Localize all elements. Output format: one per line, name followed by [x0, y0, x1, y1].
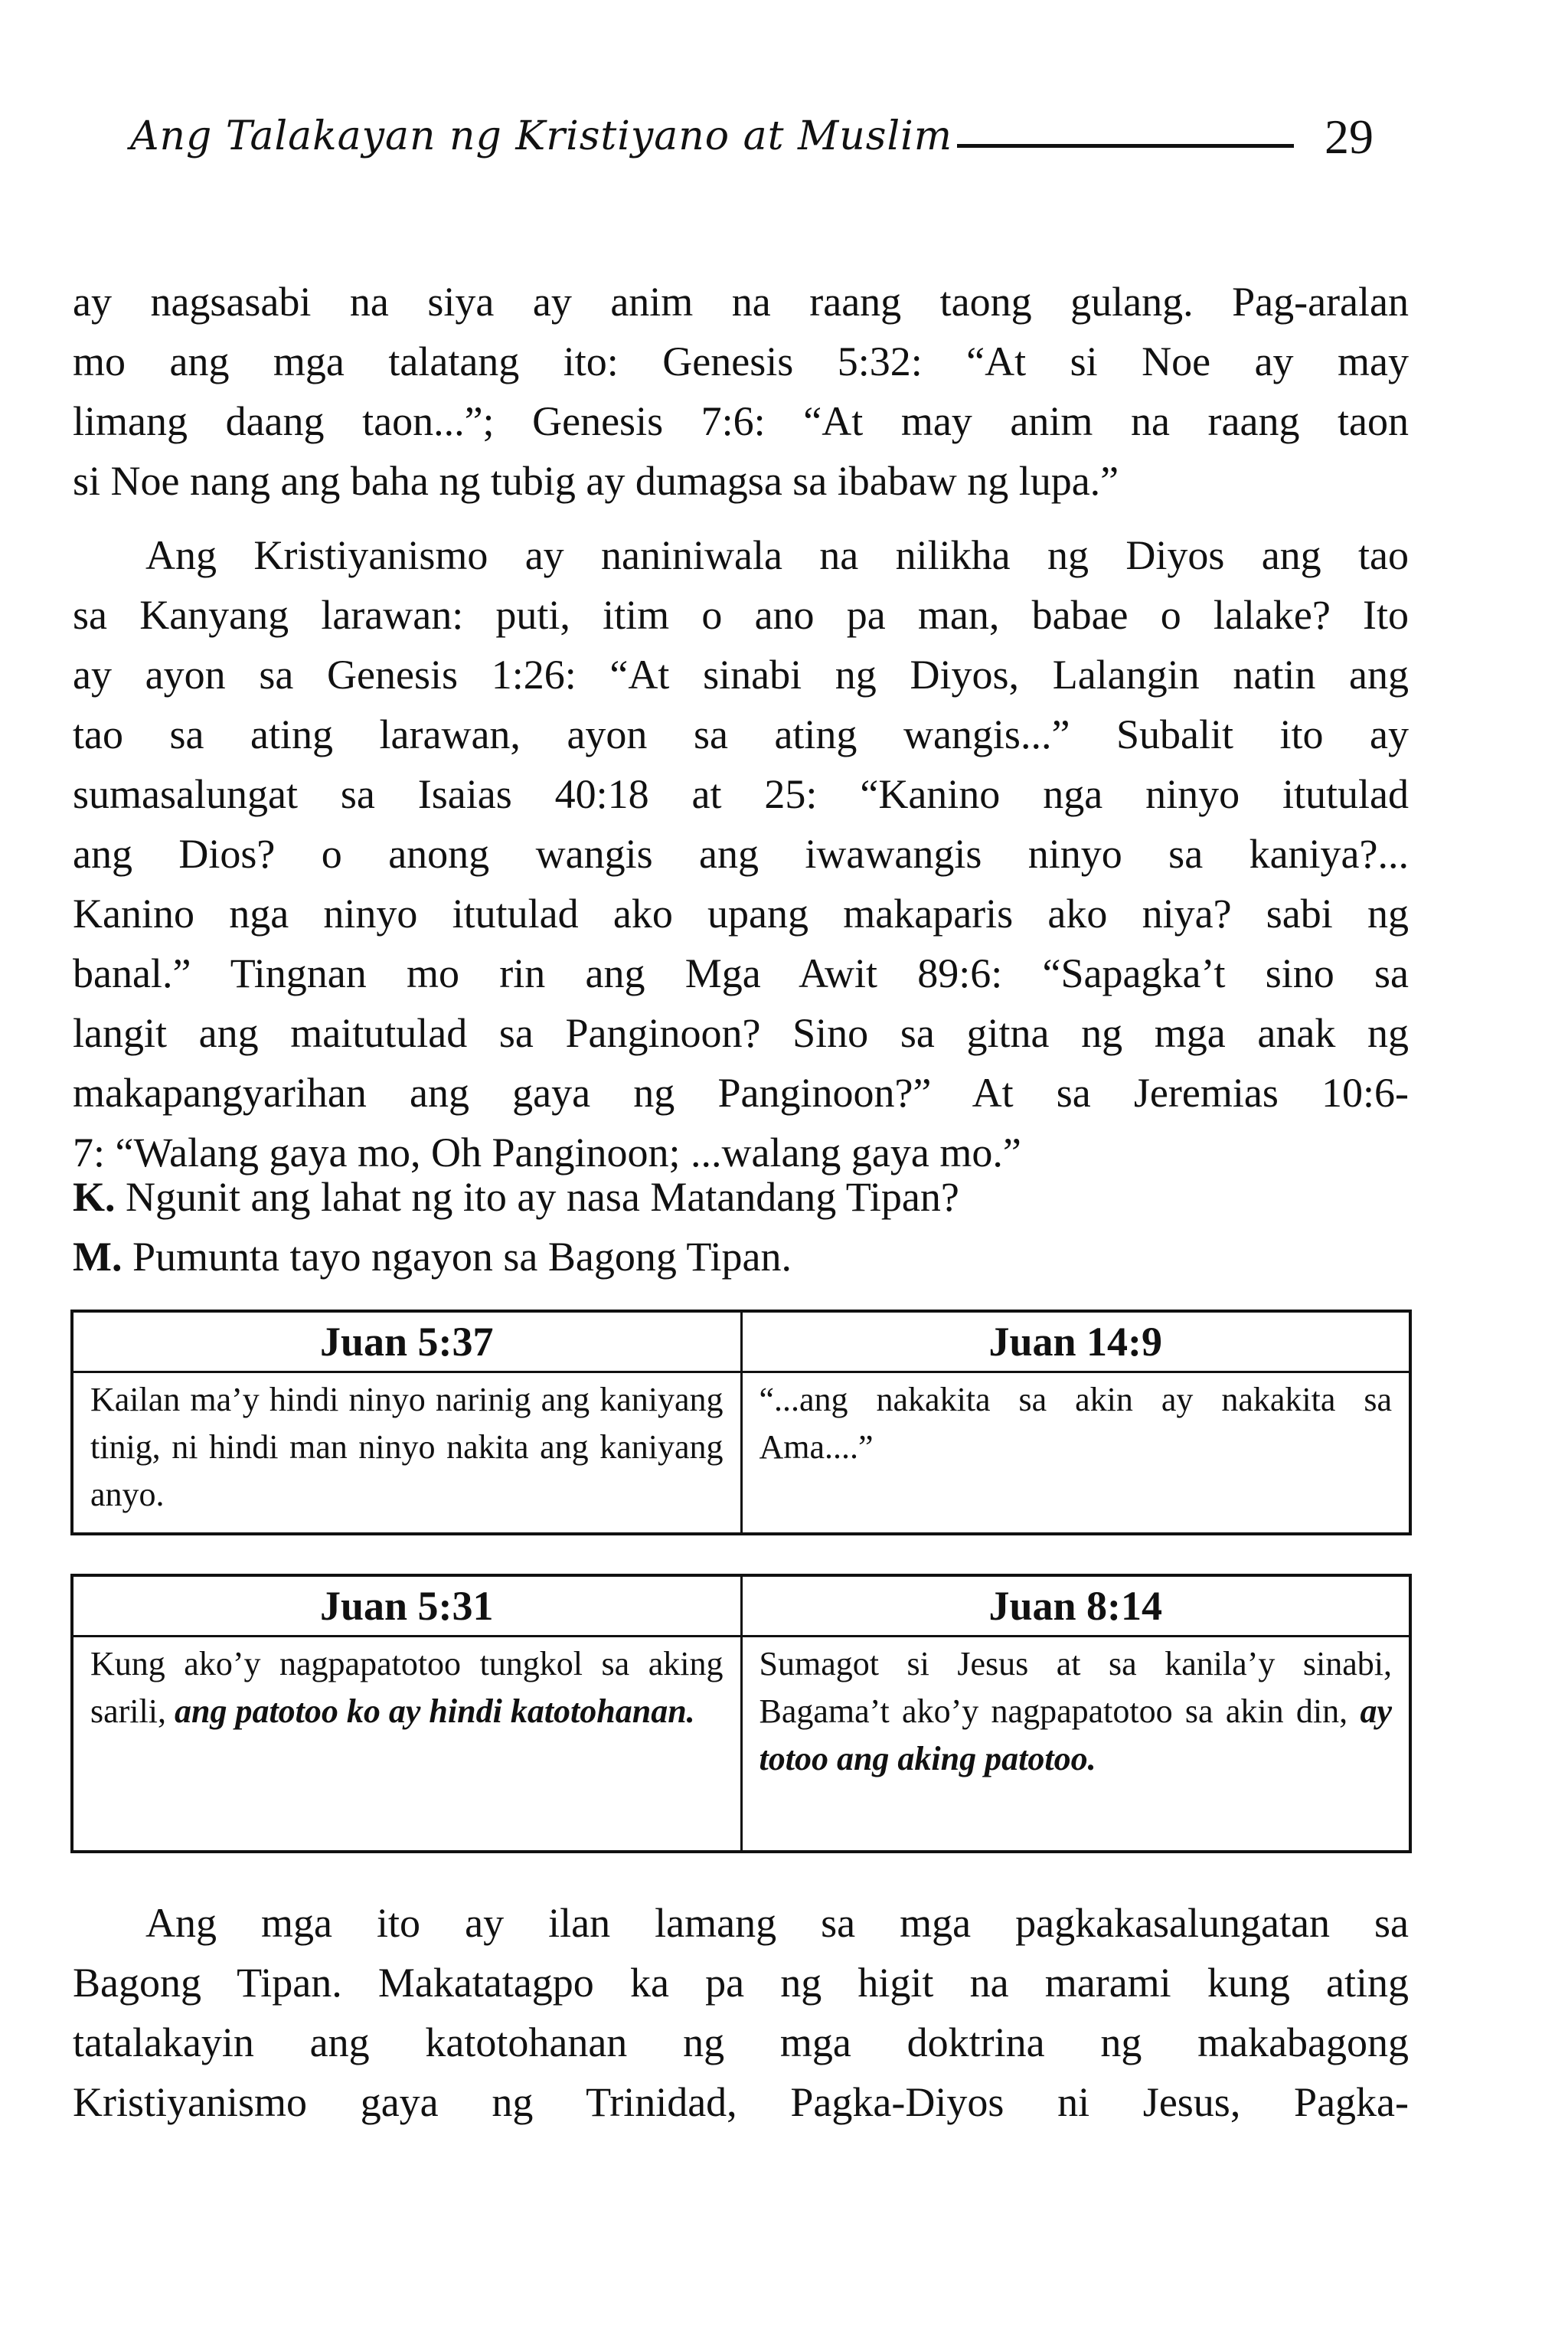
text-line: Ang mga ito ay ilan lamang sa mga pagkakasalungatan sa [145, 1900, 1409, 1946]
speaker-label: M. [73, 1234, 122, 1280]
verse-text [741, 1637, 1410, 1852]
text-line: Ang Kristiyanismo ay naniniwala na nilikha ng Diyos ang tao [145, 532, 1409, 578]
dialogue-text: Pumunta tayo ngayon sa Bagong Tipan. [132, 1234, 792, 1280]
text-line: makapangyarihan ang gaya ng Panginoon?” At sa Jeremias 10:6- [73, 1070, 1409, 1116]
text-line: langit ang maitutulad sa Panginoon? Sino sa gitna ng mga anak ng [73, 1010, 1409, 1056]
verse-text: “...ang nakakita sa akin ay nakakita sa Ama....” [741, 1372, 1410, 1535]
text-line: Kanino nga ninyo itutulad ako upang makaparis ako niya? sabi ng [73, 891, 1409, 937]
dialogue-line-k [73, 1167, 1409, 1227]
text-line: mo ang mga talatang ito: Genesis 5:32: “At si Noe ay may [73, 338, 1409, 384]
verse-text [72, 1637, 741, 1852]
text-line: banal.” Tingnan mo rin ang Mga Awit 89:6: “Sapagka’t sino sa [73, 950, 1409, 996]
verse-text-emphasis: ang patotoo ko ay hindi katotohanan. [174, 1692, 695, 1730]
running-header [130, 110, 1401, 175]
verse-reference: Juan 8:14 [741, 1575, 1410, 1637]
page-number: 29 [1325, 110, 1374, 164]
verse-reference: Juan 14:9 [741, 1311, 1410, 1372]
header-rule [957, 144, 1294, 148]
verse-reference: Juan 5:31 [72, 1575, 741, 1637]
verse-table-2 [70, 1574, 1412, 1853]
dialogue-line-m [73, 1227, 1409, 1287]
text-line: 7: “Walang gaya mo, Oh Panginoon; ...walang gaya mo.” [73, 1130, 1021, 1176]
text-line: sumasalungat sa Isaias 40:18 at 25: “Kanino nga ninyo itutulad [73, 771, 1409, 817]
paragraph-continued [73, 272, 1409, 511]
text-line: ang Dios? o anong wangis ang iwawangis ninyo sa kaniya?... [73, 831, 1409, 877]
text-line: Kristiyanismo gaya ng Trinidad, Pagka-Diyos ni Jesus, Pagka- [73, 2079, 1409, 2125]
text-line: tatalakayin ang katotohanan ng mga doktrina ng makabagong [73, 2019, 1409, 2065]
verse-table-1 [70, 1310, 1412, 1535]
verse-text-emphasis: ay totoo ang aking patotoo. [759, 1692, 1392, 1777]
text-line: limang daang taon...”; Genesis 7:6: “At may anim na raang taon [73, 398, 1409, 444]
verse-reference: Juan 5:37 [72, 1311, 741, 1372]
text-line: Bagong Tipan. Makatatagpo ka pa ng higit na marami kung ating [73, 1960, 1409, 2006]
paragraph-image-of-god [73, 525, 1409, 1182]
speaker-label: K. [73, 1174, 116, 1220]
verse-text-plain: Kung ako’y nagpapatotoo tungkol sa aking sarili, [90, 1645, 724, 1730]
text-line: tao sa ating larawan, ayon sa ating wangis...” Subalit ito ay [73, 711, 1409, 757]
running-title: Ang Talakayan ng Kristiyano at Muslim [130, 113, 953, 159]
verse-text: Kailan ma’y hindi ninyo narinig ang kaniyang tinig, ni hindi man ninyo nakita ang kaniyang anyo. [72, 1372, 741, 1535]
text-line: ay nagsasabi na siya ay anim na raang taong gulang. Pag-aralan [73, 279, 1409, 325]
text-line: sa Kanyang larawan: puti, itim o ano pa man, babae o lalake? Ito [73, 592, 1409, 638]
dialogue-text: Ngunit ang lahat ng ito ay nasa Matandang Tipan? [126, 1174, 959, 1220]
paragraph-contradictions [73, 1893, 1409, 2132]
verse-text-plain: Sumagot si Jesus at sa kanila’y sinabi, Bagama’t ako’y nagpapatotoo sa akin din, [759, 1645, 1392, 1730]
text-line: ay ayon sa Genesis 1:26: “At sinabi ng Diyos, Lalangin natin ang [73, 652, 1409, 698]
text-line: si Noe nang ang baha ng tubig ay dumagsa sa ibabaw ng lupa.” [73, 458, 1119, 504]
dialogue [73, 1167, 1409, 1287]
